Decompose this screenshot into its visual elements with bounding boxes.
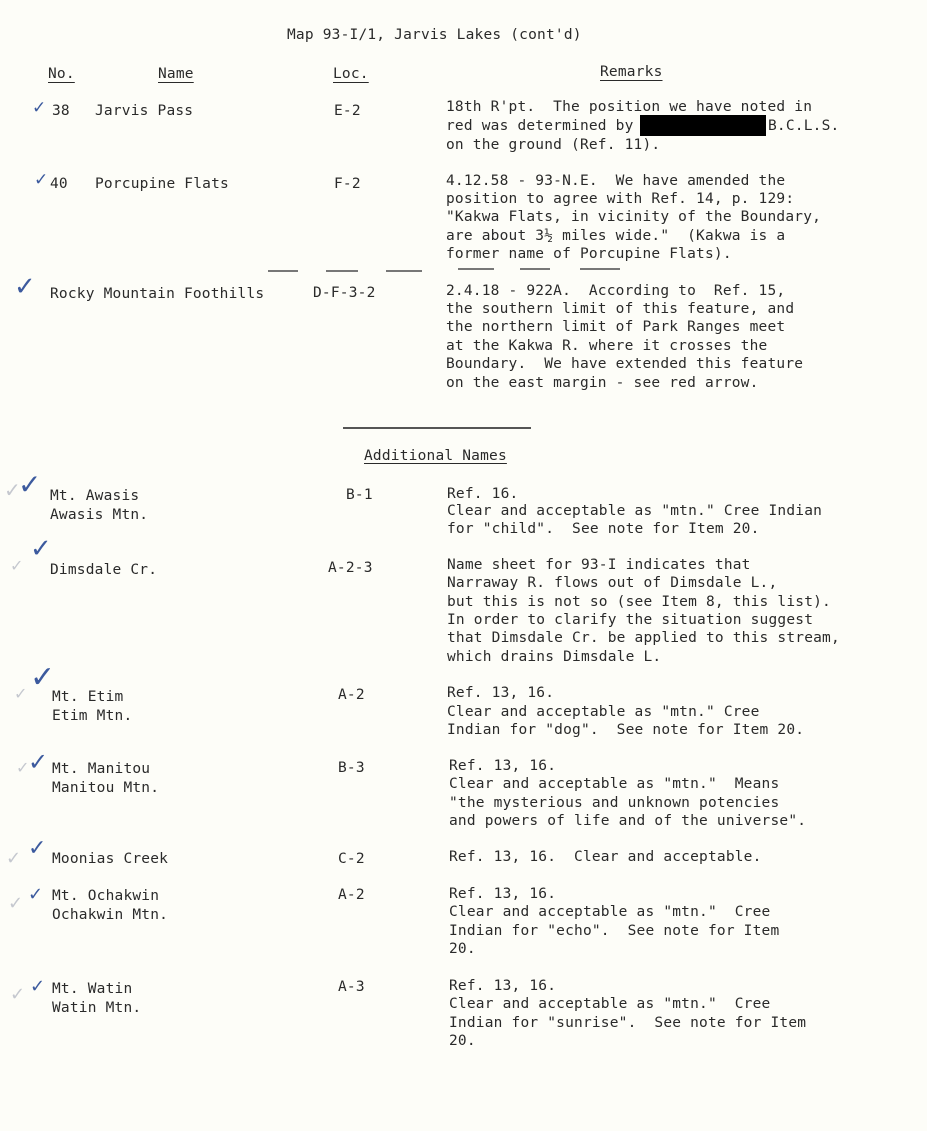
col-header-name: Name <box>158 66 194 82</box>
remark-line: which drains Dimsdale L. <box>447 649 662 665</box>
entry-loc: A-2-3 <box>328 560 373 576</box>
entry-name: Rocky Mountain Foothills <box>50 286 265 302</box>
remark-line: Clear and acceptable as "mtn." Cree <box>449 996 771 1012</box>
col-header-loc: Loc. <box>333 66 369 82</box>
remark-line: Ref. 13, 16. <box>449 758 557 774</box>
col-header-no: No. <box>48 66 75 82</box>
entry-name: Mt. Awasis <box>50 488 140 504</box>
pencil-mark <box>520 268 550 270</box>
remark-line: "Kakwa Flats, in vicinity of the Boundary, <box>446 209 822 225</box>
remark-line: and powers of life and of the universe". <box>449 813 807 829</box>
faint-check-mark-icon: ✓ <box>10 556 24 575</box>
remark-line: In order to clarify the situation suggest <box>447 612 814 628</box>
remark-line: "the mysterious and unknown potencies <box>449 795 780 811</box>
remark-line: but this is not so (see Item 8, this list). <box>447 594 831 610</box>
entry-name: Mt. Etim <box>52 689 124 705</box>
check-mark-icon: ✓ <box>14 272 36 302</box>
entry-loc: A-2 <box>338 887 365 903</box>
pencil-mark <box>386 270 422 272</box>
entry-name: Porcupine Flats <box>95 176 229 192</box>
entry-name: Mt. Ochakwin <box>52 888 160 904</box>
entry-loc: A-3 <box>338 979 365 995</box>
entry-name-alt: Awasis Mtn. <box>50 507 149 523</box>
check-mark-icon: ✓ <box>30 976 46 997</box>
remark-line: that Dimsdale Cr. be applied to this stream, <box>447 630 840 646</box>
entry-name-alt: Watin Mtn. <box>52 1000 142 1016</box>
remark-line: Boundary. We have extended this feature <box>446 356 804 372</box>
entry-name: Mt. Watin <box>52 981 133 997</box>
check-mark-icon: ✓ <box>28 748 49 776</box>
page-title: Map 93-I/1, Jarvis Lakes (cont'd) <box>287 27 582 43</box>
col-header-remarks: Remarks <box>600 64 663 80</box>
remark-line: Ref. 13, 16. <box>449 978 557 994</box>
pencil-mark <box>458 268 494 270</box>
remark-line: Clear and acceptable as "mtn." Cree <box>449 904 771 920</box>
entry-name-alt: Etim Mtn. <box>52 708 133 724</box>
pencil-mark <box>580 268 620 270</box>
remark-line: former name of Porcupine Flats). <box>446 246 732 262</box>
remark-line: Clear and acceptable as "mtn." Cree <box>447 704 760 720</box>
pencil-mark <box>326 270 358 272</box>
remark-line: the southern limit of this feature, and <box>446 301 795 317</box>
remark-line: Narraway R. flows out of Dimsdale L., <box>447 575 778 591</box>
entry-name-alt: Ochakwin Mtn. <box>52 907 169 923</box>
check-mark-icon: ✓ <box>28 884 44 905</box>
entry-number: 40 <box>50 176 68 192</box>
remark-line: at the Kakwa R. where it crosses the <box>446 338 768 354</box>
remark-line: Ref. 13, 16. <box>447 685 555 701</box>
section-divider <box>343 427 531 429</box>
entry-loc: B-3 <box>338 760 365 776</box>
remark-line: 18th R'pt. The position we have noted in <box>446 99 813 115</box>
entry-name: Mt. Manitou <box>52 761 151 777</box>
faint-check-mark-icon: ✓ <box>16 758 30 777</box>
check-mark-icon: ✓ <box>18 468 42 501</box>
check-mark-icon: ✓ <box>28 836 47 861</box>
entry-loc: E-2 <box>334 103 361 119</box>
entry-name: Moonias Creek <box>52 851 169 867</box>
remark-line: Indian for "sunrise". See note for Item <box>449 1015 807 1031</box>
remark-line-tail: B.C.L.S. <box>768 118 840 134</box>
faint-check-mark-icon: ✓ <box>10 984 26 1005</box>
remark-line: Clear and acceptable as "mtn." Means <box>449 776 780 792</box>
remark-line: 20. <box>449 1033 476 1049</box>
entry-loc: B-1 <box>346 487 373 503</box>
check-mark-icon: ✓ <box>34 170 49 190</box>
entry-name: Jarvis Pass <box>95 103 194 119</box>
remark-line: Indian for "echo". See note for Item <box>449 923 780 939</box>
remark-line: position to agree with Ref. 14, p. 129: <box>446 191 795 207</box>
remark-line: Ref. 13, 16. Clear and acceptable. <box>449 849 762 865</box>
entry-name: Dimsdale Cr. <box>50 562 158 578</box>
remark-line: the northern limit of Park Ranges meet <box>446 319 786 335</box>
remark-line: Ref. 16. <box>447 486 519 502</box>
remark-line: on the ground (Ref. 11). <box>446 137 661 153</box>
redaction-bar <box>640 115 766 136</box>
check-mark-icon: ✓ <box>30 534 52 564</box>
faint-check-mark-icon: ✓ <box>14 684 28 703</box>
remark-line: on the east margin - see red arrow. <box>446 375 759 391</box>
check-mark-icon: ✓ <box>30 660 56 695</box>
remark-line: 4.12.58 - 93-N.E. We have amended the <box>446 173 786 189</box>
check-mark-icon: ✓ <box>32 98 47 118</box>
additional-names-heading: Additional Names <box>364 448 507 464</box>
remark-line: Name sheet for 93-I indicates that <box>447 557 751 573</box>
entry-loc: A-2 <box>338 687 365 703</box>
entry-name-alt: Manitou Mtn. <box>52 780 160 796</box>
remark-line: Ref. 13, 16. <box>449 886 557 902</box>
remark-line: Indian for "dog". See note for Item 20. <box>447 722 805 738</box>
entry-loc: F-2 <box>334 176 361 192</box>
remark-line: 20. <box>449 941 476 957</box>
faint-check-mark-icon: ✓ <box>4 478 21 502</box>
pencil-mark <box>268 270 298 272</box>
entry-number: 38 <box>52 103 70 119</box>
remark-line: 2.4.18 - 922A. According to Ref. 15, <box>446 283 786 299</box>
remark-line: Clear and acceptable as "mtn." Cree Indian <box>447 503 823 519</box>
entry-loc: C-2 <box>338 851 365 867</box>
faint-check-mark-icon: ✓ <box>8 893 24 914</box>
remark-line: red was determined by <box>446 118 634 134</box>
faint-check-mark-icon: ✓ <box>6 848 22 869</box>
remark-line: for "child". See note for Item 20. <box>447 521 760 537</box>
remark-line: are about 3½ miles wide." (Kakwa is a <box>446 228 786 244</box>
entry-loc: D-F-3-2 <box>313 285 376 301</box>
